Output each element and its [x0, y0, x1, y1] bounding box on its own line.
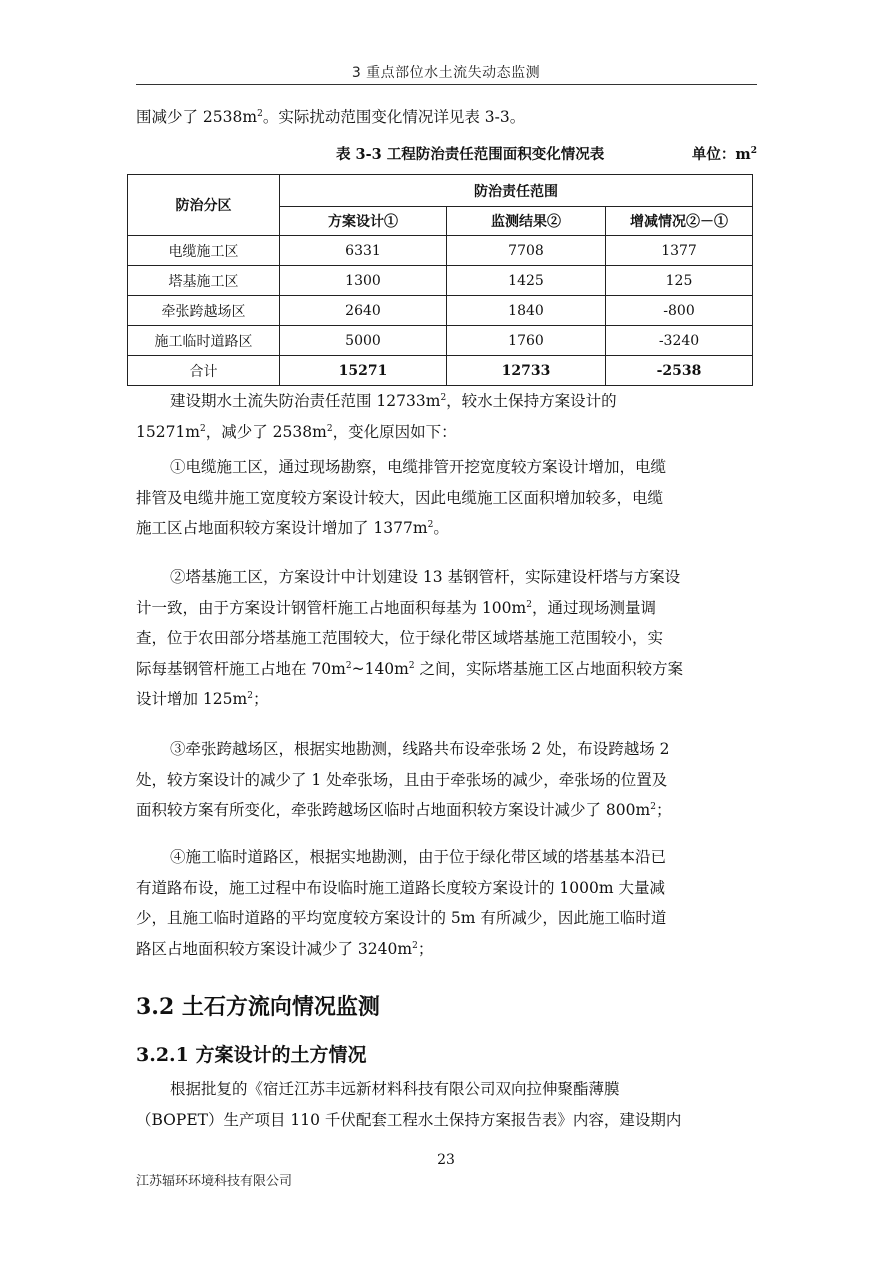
table-row — [128, 236, 753, 266]
intro-line: 围减少了 $2538m^2$。实际扰动范围变化情况详见表 3-3。 — [136, 108, 526, 126]
cell-name: 塔基施工区 — [128, 266, 280, 296]
running-header: 3 重点部位水土流失动态监测 — [351, 65, 541, 81]
text-line: 际每基钢管杆施工占地在 $70m^2\sim 140m^2$ 之间，实际塔基施工区占地面积较方案 — [136, 659, 684, 678]
paragraph-cable-area — [136, 452, 757, 544]
paragraph-temp-road-area — [136, 842, 757, 964]
cell-name: 牵张跨越场区 — [128, 296, 280, 326]
cell-monitor: 7708 — [447, 236, 606, 266]
table-title: 表 3-3 工程防治责任范围面积变化情况表 — [336, 146, 605, 163]
subsection-heading: 3.2.1 方案设计的土方情况 — [136, 1044, 367, 1066]
header-plan: 方案设计① — [280, 207, 447, 236]
header-divider — [136, 84, 757, 85]
header-region: 防治分区 — [128, 175, 280, 236]
text-line: 根据批复的《宿迁江苏丰远新材料科技有限公司双向拉伸聚酯薄膜 — [170, 1080, 620, 1098]
table-caption — [136, 143, 757, 167]
header-group: 防治责任范围 — [280, 175, 753, 207]
page-number: 23 — [437, 1152, 455, 1168]
text-line: 计一致，由于方案设计钢管杆施工占地面积每基为 $100m^2$，通过现场测量调 — [136, 598, 656, 617]
cell-monitor: 1840 — [447, 296, 606, 326]
cell-change: 125 — [606, 266, 753, 296]
cell-name: 施工临时道路区 — [128, 326, 280, 356]
cell-monitor: 1760 — [447, 326, 606, 356]
text-line: ①电缆施工区，通过现场勘察，电缆排管开挖宽度较方案设计增加，电缆 — [170, 458, 667, 476]
header-monitor: 监测结果② — [447, 207, 606, 236]
text-line: 路区占地面积较方案设计减少了 $3240m^2$； — [136, 939, 434, 958]
text-line: 建设期水土流失防治责任范围 $12733m^2$，较水土保持方案设计的 — [170, 392, 617, 410]
text-line: ③牵张跨越场区，根据实地勘测，线路共布设牵张场 2 处，布设跨越场 2 — [170, 740, 670, 758]
paragraph-tower-area — [136, 562, 757, 715]
responsibility-area-table — [127, 174, 753, 386]
footer-company: 江苏辐环环境科技有限公司 — [136, 1174, 293, 1189]
cell-plan: 2640 — [280, 296, 447, 326]
paragraph-tension-area — [136, 734, 757, 826]
intro-paragraph — [136, 102, 757, 133]
text-line: ④施工临时道路区，根据实地勘测，由于位于绿化带区域的塔基基本沿已 — [170, 848, 667, 866]
cell-total-monitor: 12733 — [447, 356, 606, 386]
cell-name: 电缆施工区 — [128, 236, 280, 266]
text-line: 少，且施工临时道路的平均宽度较方案设计的 5m 有所减少，因此施工临时道 — [136, 909, 667, 927]
cell-total-name: 合计 — [128, 356, 280, 386]
text-line: ②塔基施工区，方案设计中计划建设 13 基钢管杆，实际建设杆塔与方案设 — [170, 568, 681, 586]
text-line: 查，位于农田部分塔基施工范围较大，位于绿化带区域塔基施工范围较小，实 — [136, 629, 664, 647]
section-heading: 3.2 土石方流向情况监测 — [136, 994, 380, 1020]
text-line: 施工区占地面积较方案设计增加了 $1377m^2$。 — [136, 519, 449, 537]
paragraph-plan-earthwork — [136, 1074, 757, 1135]
table-total-row — [128, 356, 753, 386]
text-line: 面积较方案有所变化，牵张跨越场区临时占地面积较方案设计减少了 $800m^2$； — [136, 801, 672, 819]
cell-plan: 1300 — [280, 266, 447, 296]
paragraph-summary — [136, 386, 757, 447]
cell-plan: 6331 — [280, 236, 447, 266]
table-header-row — [128, 175, 753, 207]
cell-total-plan: 15271 — [280, 356, 447, 386]
text-line: 有道路布设，施工过程中布设临时施工道路长度较方案设计的 1000m 大量减 — [136, 878, 666, 897]
cell-plan: 5000 — [280, 326, 447, 356]
cell-change: 1377 — [606, 236, 753, 266]
table-row — [128, 326, 753, 356]
cell-change: -3240 — [606, 326, 753, 356]
cell-change: -800 — [606, 296, 753, 326]
text-line: $15271m^2$，减少了 $2538m^2$，变化原因如下： — [136, 422, 457, 441]
table-unit: 单位：$m^2$ — [691, 146, 757, 163]
table-row — [128, 296, 753, 326]
header-change: 增减情况②－① — [606, 207, 753, 236]
cell-monitor: 1425 — [447, 266, 606, 296]
cell-total-change: -2538 — [606, 356, 753, 386]
text-line: 设计增加 $125m^2$； — [136, 690, 269, 708]
text-line: 处，较方案设计的减少了 1 处牵张场，且由于牵张场的减少，牵张场的位置及 — [136, 770, 668, 789]
table-row — [128, 266, 753, 296]
text-line: （BOPET）生产项目 110 千伏配套工程水土保持方案报告表》内容，建设期内 — [136, 1110, 682, 1129]
text-line: 排管及电缆井施工宽度较方案设计较大，因此电缆施工区面积增加较多，电缆 — [136, 488, 664, 507]
